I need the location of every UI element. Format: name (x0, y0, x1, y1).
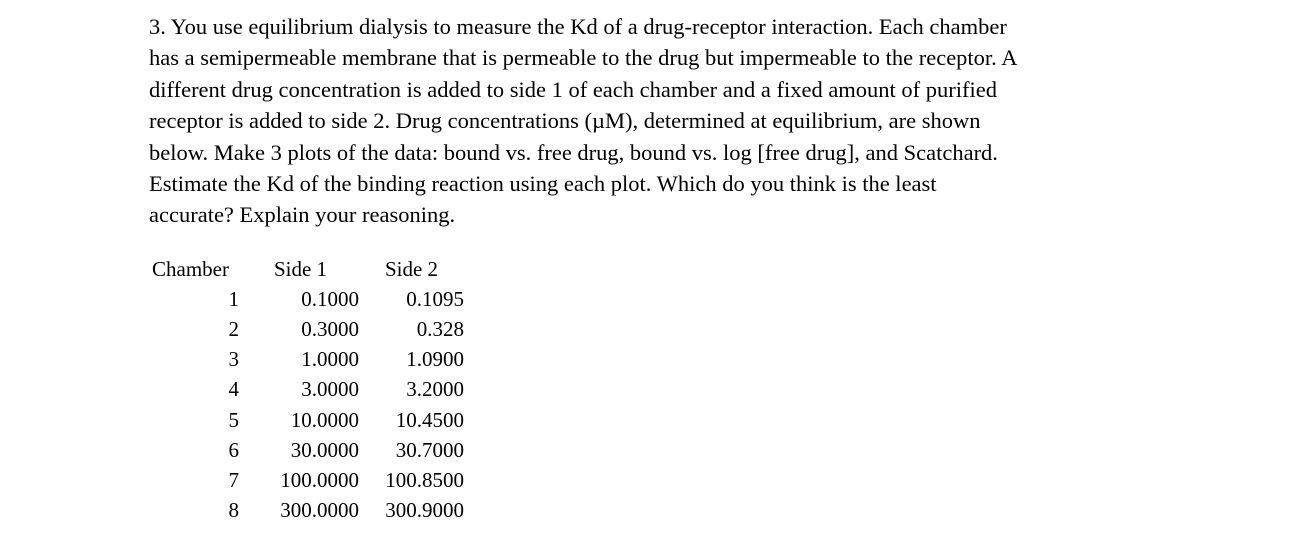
cell-side2: 300.9000 (385, 498, 464, 523)
question-line: receptor is added to side 2. Drug concentrations (µM), determined at equilibrium, are shown (149, 108, 981, 134)
cell-side1-value: 0.1000 (301, 286, 359, 311)
cell-side1 (242, 465, 359, 495)
table-row (149, 405, 464, 435)
cell-side1 (242, 314, 359, 344)
table-row (149, 435, 464, 465)
cell-side1-value: 30.0000 (290, 437, 359, 462)
cell-side2: 0.328 (416, 316, 464, 341)
cell-chamber: 2 (228, 316, 239, 341)
cell-side2: 3.2000 (406, 377, 464, 402)
cell-side1 (242, 284, 359, 314)
question-text (149, 11, 1159, 231)
cell-chamber: 1 (228, 286, 239, 311)
cell-side2: 1.0900 (406, 347, 464, 372)
cell-side1-value: 3.0000 (301, 377, 359, 402)
cell-side1-value: 0.3000 (301, 316, 359, 341)
header-side1: Side 1 (273, 256, 328, 281)
dialysis-data-table (149, 254, 464, 526)
cell-chamber: 6 (228, 437, 239, 462)
cell-side1-value: 10.0000 (290, 407, 359, 432)
cell-side1 (242, 375, 359, 405)
question-line: has a semipermeable membrane that is permeable to the drug but impermeable to the receptor. A (149, 45, 1018, 71)
cell-side1 (242, 405, 359, 435)
table-header-row (149, 254, 464, 284)
cell-side2: 10.4500 (395, 407, 464, 432)
cell-side1 (242, 496, 359, 526)
cell-chamber: 4 (228, 377, 239, 402)
cell-side1-value: 300.0000 (280, 498, 359, 523)
table-row (149, 284, 464, 314)
question-line: different drug concentration is added to side 1 of each chamber and a fixed amount of purified (149, 76, 998, 102)
cell-side2: 100.8500 (385, 467, 464, 492)
table-row (149, 496, 464, 526)
question-line: Estimate the Kd of the binding reaction using each plot. Which do you think is the least (149, 171, 937, 197)
table-row (149, 345, 464, 375)
question-line: 3. You use equilibrium dialysis to measure the Kd of a drug-receptor interaction. Each chamber (149, 14, 1007, 39)
header-chamber: Chamber (152, 256, 229, 281)
cell-side1 (242, 435, 359, 465)
question-line: accurate? Explain your reasoning. (149, 202, 456, 228)
cell-chamber: 7 (228, 467, 239, 492)
table-row (149, 375, 464, 405)
cell-side1-value: 1.0000 (301, 347, 359, 372)
question-line: below. Make 3 plots of the data: bound vs. free drug, bound vs. log [free drug], and Scatchard. (149, 139, 998, 165)
cell-chamber: 3 (228, 347, 239, 372)
cell-side2: 0.1095 (406, 286, 464, 311)
table-row (149, 314, 464, 344)
cell-chamber: 8 (228, 498, 239, 523)
cell-side2: 30.7000 (395, 437, 464, 462)
cell-side1-value: 100.0000 (280, 467, 359, 492)
cell-chamber: 5 (228, 407, 239, 432)
header-side2: Side 2 (384, 256, 439, 281)
cell-side1 (242, 345, 359, 375)
table-row (149, 465, 464, 495)
